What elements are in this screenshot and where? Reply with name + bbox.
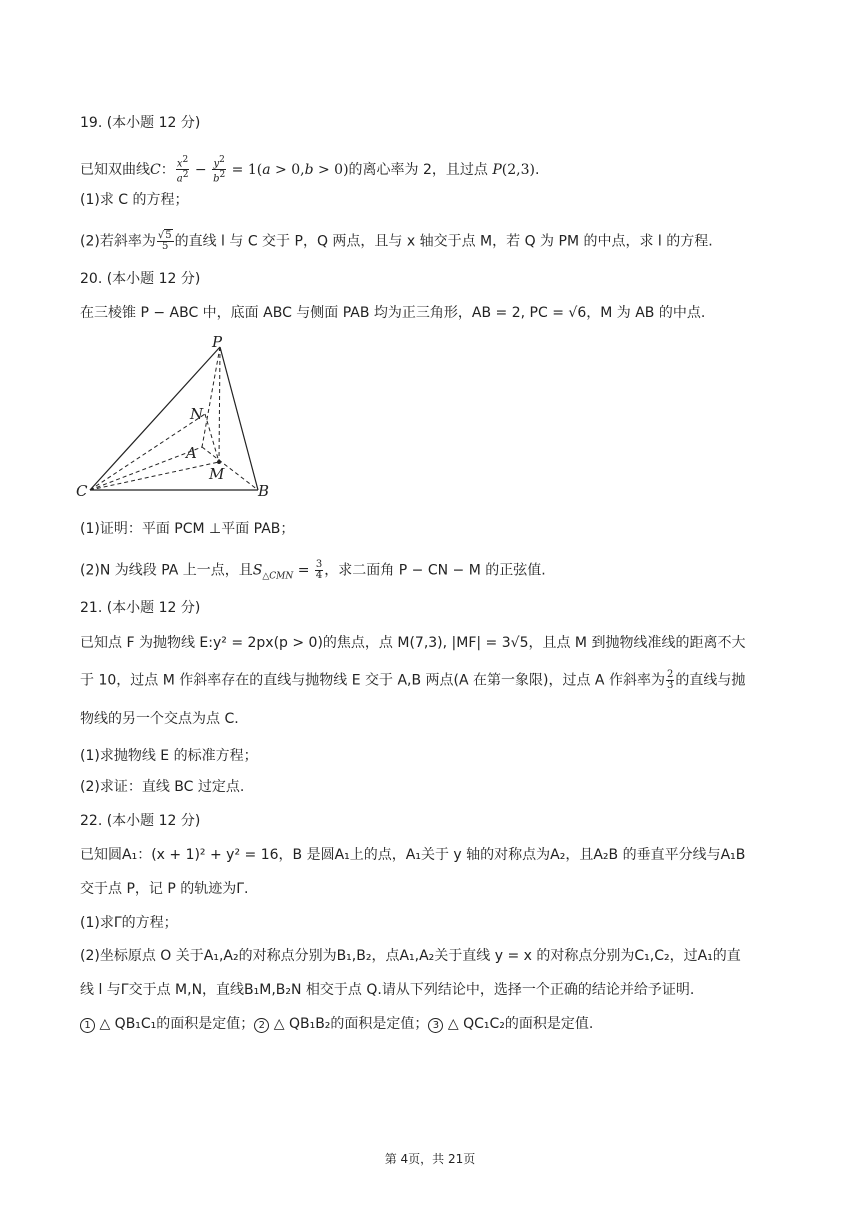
q22-options: [80, 1015, 593, 1033]
edge-cm: [90, 462, 219, 490]
label-c: C: [76, 482, 88, 500]
q20-header: 20. (本小题 12 分): [80, 271, 201, 287]
label-m: M: [209, 465, 225, 483]
q19-part1: (1)求 C 的方程；: [80, 192, 189, 208]
q20-part2: (2)N 为线段 PA 上一点，且$S_{\triangle CMN}$ = $\frac{3}{4}$ ，求二面角 P − CN − M 的正弦值.: [80, 559, 546, 582]
q19-part2: (2)若斜率为 $\frac{√5}{5}$ 的直线 l 与 C 交于 P，Q 两点，且与 x 轴交于点 M，若 Q 为 PM 的中点，求 l 的方程.: [80, 230, 713, 252]
q22-part1: (1)求Γ的方程；: [80, 915, 178, 931]
tetrahedron-figure: [70, 335, 280, 505]
edge-nm: [205, 414, 219, 462]
label-b: B: [258, 482, 270, 500]
q20-part1: (1)证明：平面 PCM ⊥平面 PAB；: [80, 521, 295, 537]
q21-part2: (2)求证：直线 BC 过定点.: [80, 779, 245, 795]
option-mark: 3: [428, 1018, 443, 1033]
option-text: △ QB₁C₁的面积是定值；: [99, 1016, 255, 1032]
q22-part2-line2: 线 l 与Γ交于点 M,N，直线B₁M,B₂N 相交于点 Q.请从下列结论中，选择一个正确的结论并给予证明.: [80, 982, 695, 998]
option-mark: 2: [254, 1018, 269, 1033]
q22-part2-line1: (2)坐标原点 O 关于A₁,A₂的对称点分别为B₁,B₂，点A₁,A₂关于直线 y = x 的对称点分别为C₁,C₂，过A₁的直: [80, 948, 741, 964]
option-mark: 1: [80, 1018, 95, 1033]
q19-header: 19. (本小题 12 分): [80, 115, 201, 131]
q21-line2: 于 10，过点 M 作斜率存在的直线与抛物线 E 交于 A,B 两点(A 在第一象限)，过点 A 作斜率为 $\frac{2}{3}$ 的直线与抛: [80, 669, 746, 691]
q21-header: 21. (本小题 12 分): [80, 600, 201, 616]
q21-line1: 已知点 F 为抛物线 E:y² = 2px(p > 0)的焦点，点 M(7,3), |MF| = 3√5，且点 M 到抛物线准线的距离不大: [80, 635, 746, 651]
option-text: △ QB₁B₂的面积是定值；: [273, 1016, 429, 1032]
edge-pm: [219, 347, 220, 462]
q22-header: 22. (本小题 12 分): [80, 813, 201, 829]
q20-stem: 在三棱锥 P − ABC 中，底面 ABC 与侧面 PAB 均为正三角形，AB = 2, PC = √6，M 为 AB 的中点.: [80, 305, 706, 321]
q21-line3: 物线的另一个交点为点 C.: [80, 711, 239, 727]
option-text: △ QC₁C₂的面积是定值.: [447, 1016, 594, 1032]
q22-line1: 已知圆A₁：(x + 1)² + y² = 16，B 是圆A₁上的点，A₁关于 y 轴的对称点为A₂，且A₂B 的垂直平分线与A₁B: [80, 847, 746, 863]
edge-pa: [202, 347, 220, 447]
label-p: P: [212, 335, 223, 351]
q19-stem: 已知双曲线C： $\frac{x^2}{a^2}$ − $\frac{y^2}{b^2}$ = 1(a > 0,b > 0)的离心率为 2，且过点 P(2,3).: [80, 155, 540, 185]
label-a: A: [186, 444, 197, 462]
point-m: [217, 460, 221, 464]
page-footer: 第 4页，共 21页: [384, 1152, 476, 1166]
label-n: N: [190, 405, 204, 423]
edge-pb: [220, 347, 258, 490]
q21-part1: (1)求抛物线 E 的标准方程；: [80, 748, 258, 764]
q22-line2: 交于点 P，记 P 的轨迹为Γ.: [80, 881, 249, 897]
